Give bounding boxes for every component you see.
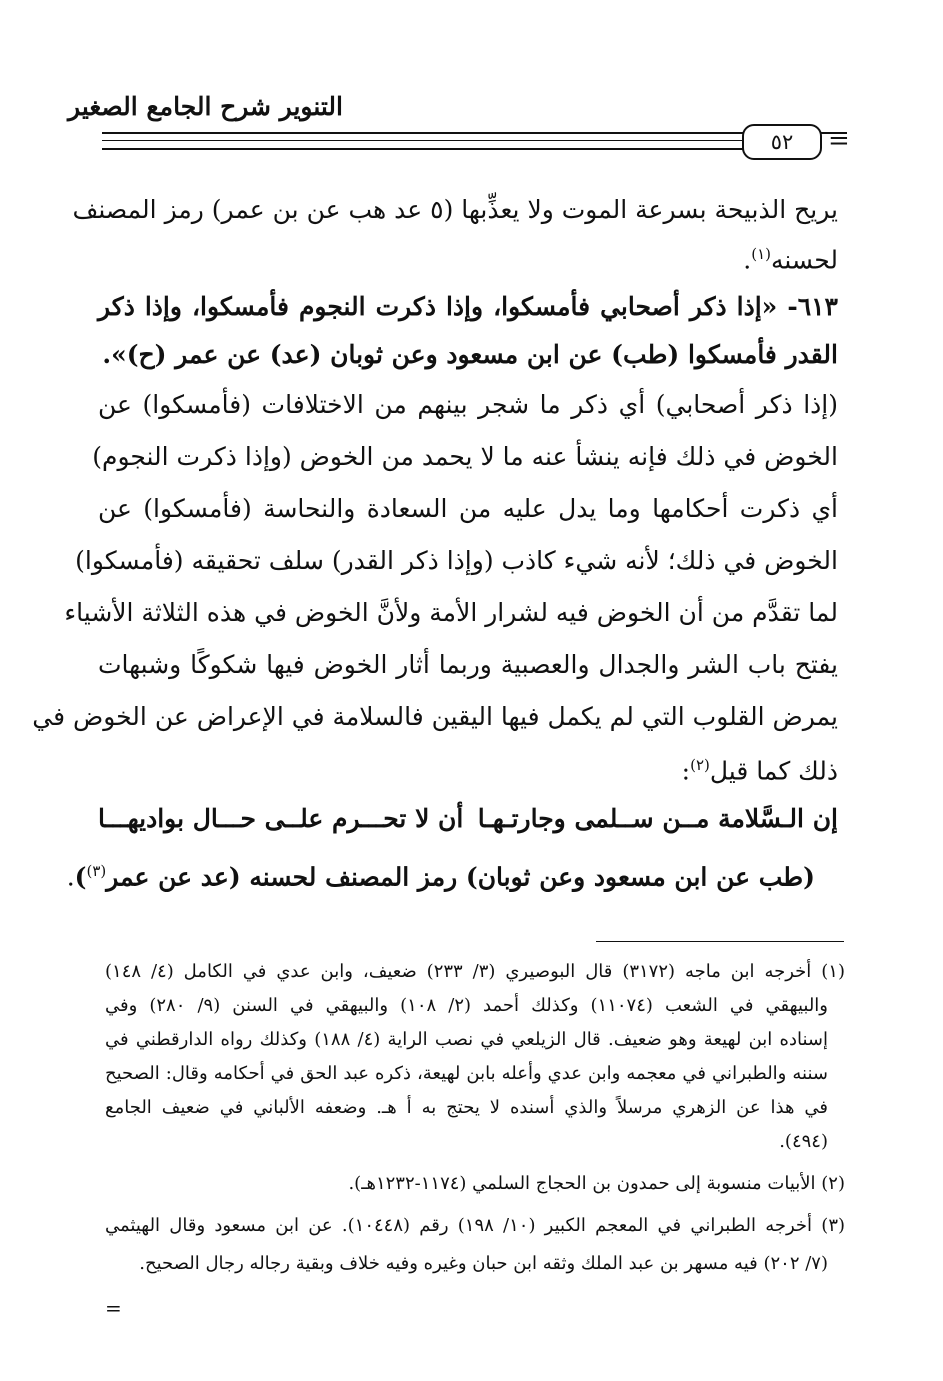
body-line: ذلك كما قيل$^{(٢)}$:	[681, 756, 838, 786]
footnote-separator	[596, 941, 844, 942]
footnote-line: (٢) الأبيات منسوبة إلى حمدون بن الحجاج السلمي (١١٧٤-١٢٣٢هـ).	[348, 1173, 845, 1194]
footnote-line: (٣) أخرجه الطبراني في المعجم الكبير (١٠/ ١٩٨) رقم (١٠٤٤٨). عن ابن مسعود وقال الهيثمي	[105, 1215, 846, 1236]
running-header-title: التنوير شرح الجامع الصغير	[68, 92, 343, 121]
body-line: لحسنه$^{(١)}$.	[743, 245, 838, 275]
body-line: يمرض القلوب التي لم يكمل فيها اليقين فالسلامة في الإعراض عن الخوض في	[32, 702, 838, 731]
verse-hemistich-second: أن لا تحـــرم علــى حـــال بواديهـــا	[98, 804, 464, 833]
footnote-line: (٧/ ٢٠٢) فيه مسهر بن عبد الملك وثقه ابن حبان وغيره وفيه خلاف وبقية رجاله رجال الصحيح.	[139, 1253, 828, 1274]
footnote-line: (٤٩٤).	[779, 1131, 828, 1152]
hadith-line: ٦١٣- «إذا ذكر أصحابي فأمسكوا، وإذا ذكرت النجوم فأمسكوا، وإذا ذكر	[98, 292, 838, 321]
body-line: يريح الذبيحة بسرعة الموت ولا يعذِّبها (٥ عد هب عن بن عمر) رمز المصنف	[72, 195, 838, 224]
body-line: يفتح باب الشر والجدال والعصبية وربما أثار الخوض فيها شكوكًا وشبهات	[98, 650, 838, 679]
body-line: (إذا ذكر أصحابي) أي ذكر ما شجر بينهم من الاختلافات (فأمسكوا) عن	[98, 390, 838, 419]
body-line: الخوض في ذلك؛ لأنه شيء كاذب (وإذا ذكر القدر) سلف تحقيقه (فأمسكوا)	[75, 546, 838, 575]
footnote-line: في هذا عن الزهري مرسلاً والذي أسنده لا يحتج به أ هـ. وضعفه الألباني في ضعيف الجامع	[105, 1097, 828, 1118]
footnote-line: إسناده ابن لهيعة وهو ضعيف. قال الزيلعي في نصب الراية (٤/ ١٨٨) وكذلك رواه الدارقطني في	[105, 1029, 828, 1050]
footnote-ref: (٢)	[690, 756, 710, 774]
footnote-line: سننه والطبراني في معجمه وابن عدي وأعله بابن لهيعة، ذكره عبد الحق في أحكامه وقال: الصحيح	[105, 1063, 828, 1084]
header-rule	[102, 148, 747, 150]
header-rule	[102, 132, 847, 134]
footnote-ref: (٣)	[86, 862, 107, 880]
body-line: أي ذكرت أحكامها وما يدل عليه من السعادة والنحاسة (فأمسكوا) عن	[98, 494, 838, 523]
body-line: (طب عن ابن مسعود وعن ثوبان) رمز المصنف لحسنه (عد عن عمر$^{(٣)}$).	[66, 862, 815, 892]
page-number: ٥٢	[742, 124, 822, 160]
footnote-line: والبيهقي في الشعب (١١٠٧٤) وكذلك أحمد (٢/ ١٠٨) والبيهقي في السنن (٩/ ٢٨٠) وفي	[105, 995, 828, 1016]
footnote-line: (١) أخرجه ابن ماجه (٣١٧٢) قال البوصيري (٣/ ٢٣٣) ضعيف، وابن عدي في الكامل (٤/ ١٤٨)	[105, 961, 845, 982]
header-ornament: =	[828, 126, 850, 156]
body-line: الخوض في ذلك فإنه ينشأ عنه ما لا يحمد من الخوض (وإذا ذكرت النجوم)	[92, 442, 838, 471]
page-end-ornament: =	[105, 1296, 122, 1320]
footnote-ref: (١)	[751, 245, 771, 263]
hadith-line: القدر فأمسكوا (طب) عن ابن مسعود وعن ثوبان (عد) عن عمر (ح)».	[102, 340, 838, 369]
body-line: لما تقدَّم من أن الخوض فيه لشرار الأمة ولأنَّ الخوض في هذه الثلاثة الأشياء	[64, 598, 838, 627]
header-rule	[102, 140, 747, 141]
verse-hemistich-first: إن الـسَّلامة مــن ســلمى وجارتـهـا	[477, 804, 838, 833]
